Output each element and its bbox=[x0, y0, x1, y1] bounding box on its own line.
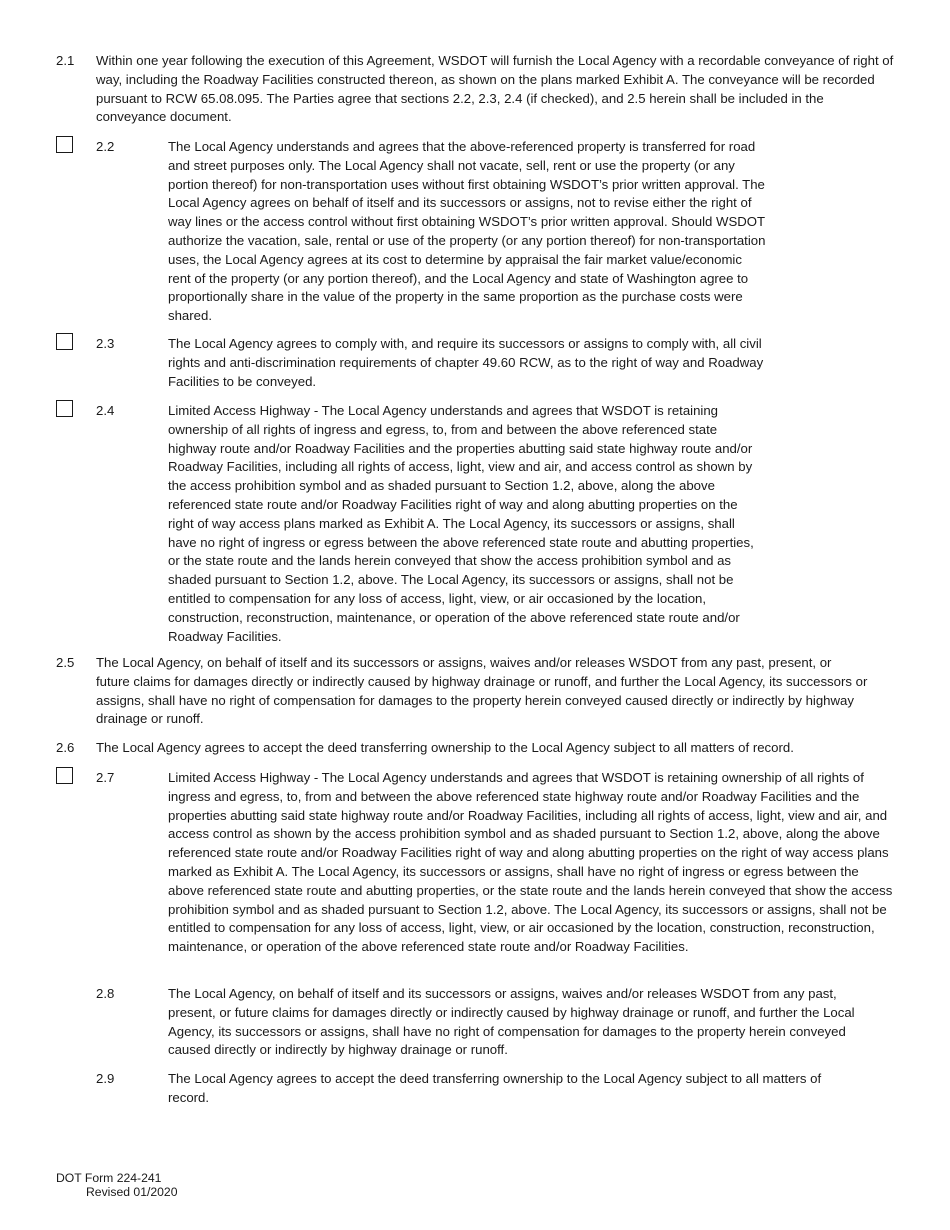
section-2-7-checkbox[interactable] bbox=[56, 767, 73, 784]
form-number: DOT Form 224-241 bbox=[56, 1171, 162, 1185]
section-text: The Local Agency understands and agrees that the above-referenced property is transferred for road and street purposes only. The Local Agency shall not vacate, sell, rent or use the property (or any portion thereof) for non-transportation uses without first obtaining WSDOT’s prior written approval. The Local Agency agrees on behalf of itself and its successors or assigns, not to revise either the right of way lines or the access control without first obtaining WSDOT’s prior written approval. Should WSDOT authorize the vacation, sale, rental or use of the property (or any portion thereof) for non-transportation uses, the Local Agency agrees at its cost to determine by appraisal the fair market value/economic rent of the property (or any portion thereof), and the Local Agency and state of Washington agree to proportionally share in the value of the property in the same proportion as the purchase costs were shared. bbox=[168, 139, 766, 324]
section-text: The Local Agency agrees to accept the deed transferring ownership to the Local Agency subject to all matters of record. bbox=[96, 740, 794, 755]
section-number: 2.5 bbox=[56, 655, 75, 670]
section-number: 2.4 bbox=[96, 403, 115, 418]
section-number: 2.6 bbox=[56, 740, 75, 755]
section-text: The Local Agency agrees to comply with, and require its successors or assigns to comply with, all civil rights and anti-discrimination requirements of chapter 49.60 RCW, as to the right of way and Roadway Facilities to be conveyed. bbox=[168, 336, 764, 389]
section-text: Limited Access Highway - The Local Agency understands and agrees that WSDOT is retaining ownership of all rights of ingress and egress, to, from and between the above referenced state highway route and/or Roadway Facilities and the properties abutting said state highway route and/or Roadway Facilities, including all rights of access, light, view and air, and access control as shown by the access prohibition symbol and as shaded pursuant to Section 1.2, above, along the above referenced state route and/or Roadway Facilities right of way and along abutting properties on the right of way access plans marked as Exhibit A. The Local Agency, its successors or assigns, shall have no right of ingress or egress between the above referenced state route and abutting properties, or the state route and the lands herein conveyed that show the access prohibition symbol and as shaded pursuant to Section 1.2, above. The Local Agency, its successors or assigns, shall not be entitled to compensation for any loss of access, light, view, or air occasioned by the location, construction, reconstruction, maintenance, or operation of the above referenced state route and/or Roadway Facilities. bbox=[168, 403, 754, 644]
section-number: 2.1 bbox=[56, 53, 75, 68]
section-2-3-checkbox[interactable] bbox=[56, 333, 73, 350]
form-footer bbox=[56, 1171, 177, 1199]
section-number: 2.2 bbox=[96, 139, 115, 154]
section-2-4-checkbox[interactable] bbox=[56, 400, 73, 417]
section-text: Limited Access Highway - The Local Agency understands and agrees that WSDOT is retaining ownership of all rights of ingress and egress, to, from and between the above referenced state highway route and/or Roadway Facilities and the properties abutting said state highway route and/or Roadway Facilities, including all rights of access, light, view and air, and access control as shown by the access prohibition symbol and as shaded pursuant to Section 1.2, above, along the above referenced state route and/or Roadway Facilities right of way and along abutting properties on the right of way access plans marked as Exhibit A. The Local Agency, its successors or assigns, shall have no right of ingress or egress between the above referenced state route and abutting properties, or the state route and the lands herein conveyed that show the access prohibition symbol and as shaded pursuant to Section 1.2, above. The Local Agency, its successors or assigns, shall not be entitled to compensation for any loss of access, light, view, or air occasioned by the location, construction, reconstruction, maintenance, or operation of the above referenced state route and/or Roadway Facilities. bbox=[168, 770, 893, 955]
section-text: The Local Agency, on behalf of itself and its successors or assigns, waives and/or releases WSDOT from any past, present, or future claims for damages directly or indirectly caused by highway drainage or runoff, and further the Local Agency, its successors or assigns, shall have no right of compensation for damages to the property herein conveyed caused directly or indirectly by highway drainage or runoff. bbox=[96, 655, 868, 727]
section-2-2-checkbox[interactable] bbox=[56, 136, 73, 153]
section-text: The Local Agency, on behalf of itself and its successors or assigns, waives and/or releases WSDOT from any past, present, or future claims for damages directly or indirectly caused by highway drainage or runoff, and further the Local Agency, its successors or assigns, shall have no right of compensation for damages to the property herein conveyed caused directly or indirectly by highway drainage or runoff. bbox=[168, 986, 855, 1058]
section-number: 2.3 bbox=[96, 336, 115, 351]
section-text: The Local Agency agrees to accept the deed transferring ownership to the Local Agency subject to all matters of record. bbox=[168, 1071, 822, 1105]
section-number: 2.7 bbox=[96, 770, 115, 785]
section-number: 2.9 bbox=[96, 1071, 115, 1086]
section-number: 2.8 bbox=[96, 986, 115, 1001]
section-text: Within one year following the execution of this Agreement, WSDOT will furnish the Local Agency with a recordable conveyance of right of way, including the Roadway Facilities constructed thereon, as shown on the plans marked Exhibit A. The conveyance will be recorded pursuant to RCW 65.08.095. The Parties agree that sections 2.2, 2.3, 2.4 (if checked), and 2.5 herein shall be included in the conveyance document. bbox=[96, 53, 894, 125]
revision-date: Revised 01/2020 bbox=[86, 1185, 178, 1199]
